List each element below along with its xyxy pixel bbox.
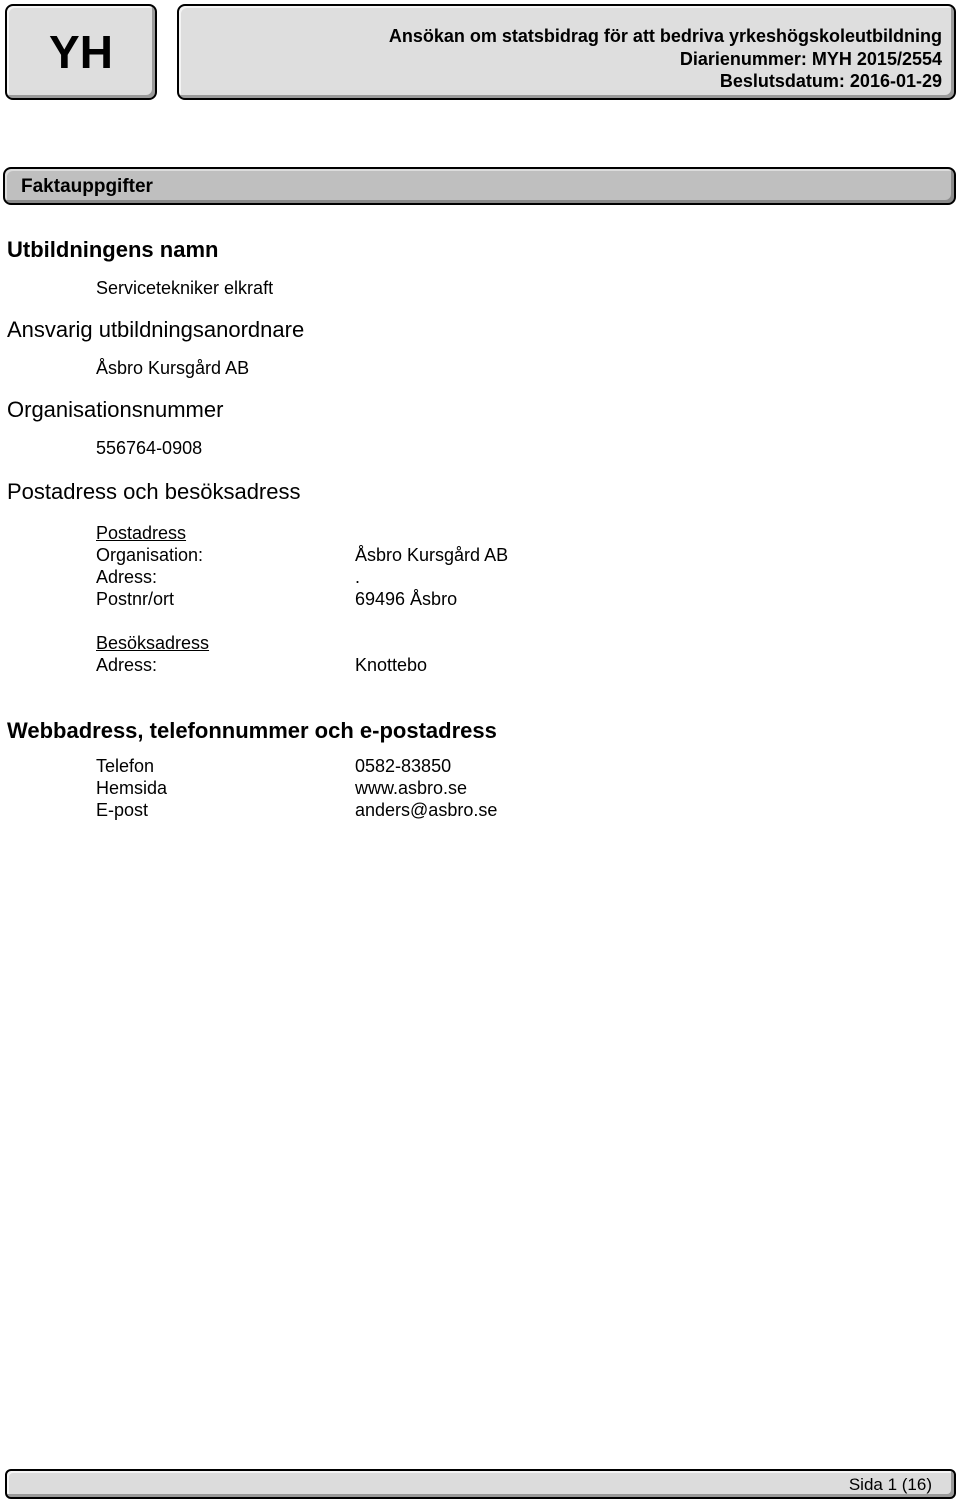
- document-title: Ansökan om statsbidrag för att bedriva yrkeshögskoleutbildning: [388, 26, 942, 46]
- contact-heading: Webbadress, telefonnummer och e-postadress: [7, 718, 497, 743]
- postal-heading: Postadress: [96, 523, 187, 543]
- email-label: E-post: [96, 800, 149, 820]
- provider-label: Ansvarig utbildningsanordnare: [7, 317, 305, 342]
- education-name-label: Utbildningens namn: [7, 237, 219, 262]
- postal-address-value: .: [355, 567, 361, 587]
- section-bar: [3, 167, 956, 205]
- document-header: [177, 4, 956, 100]
- yh-logo: [5, 4, 157, 100]
- orgnr-value: 556764-0908: [96, 438, 203, 458]
- email-value[interactable]: anders@asbro.se: [355, 800, 498, 820]
- postal-org-value: Åsbro Kursgård AB: [355, 545, 509, 565]
- orgnr-label: Organisationsnummer: [7, 397, 224, 422]
- phone-label: Telefon: [96, 756, 155, 776]
- provider-value: Åsbro Kursgård AB: [96, 358, 250, 378]
- postal-address-label: Adress:: [96, 567, 158, 587]
- section-title: Faktauppgifter: [21, 176, 153, 197]
- postal-org-label: Organisation:: [96, 545, 204, 565]
- logo-text: YH: [49, 26, 113, 78]
- page-number: Sida 1 (16): [848, 1475, 932, 1494]
- visit-address-value: Knottebo: [355, 655, 428, 675]
- education-name-value: Servicetekniker elkraft: [96, 278, 274, 298]
- web-value[interactable]: www.asbro.se: [355, 778, 468, 798]
- web-label: Hemsida: [96, 778, 168, 798]
- postal-postnr-label: Postnr/ort: [96, 589, 175, 609]
- visit-heading: Besöksadress: [96, 633, 210, 653]
- address-heading: Postadress och besöksadress: [7, 479, 301, 504]
- phone-value: 0582-83850: [355, 756, 452, 776]
- diarienummer: Diarienummer: MYH 2015/2554: [679, 49, 942, 69]
- visit-address-label: Adress:: [96, 655, 158, 675]
- beslutsdatum: Beslutsdatum: 2016-01-29: [719, 71, 942, 91]
- postal-postnr-value: 69496 Åsbro: [355, 589, 458, 609]
- page-footer: [5, 1469, 956, 1499]
